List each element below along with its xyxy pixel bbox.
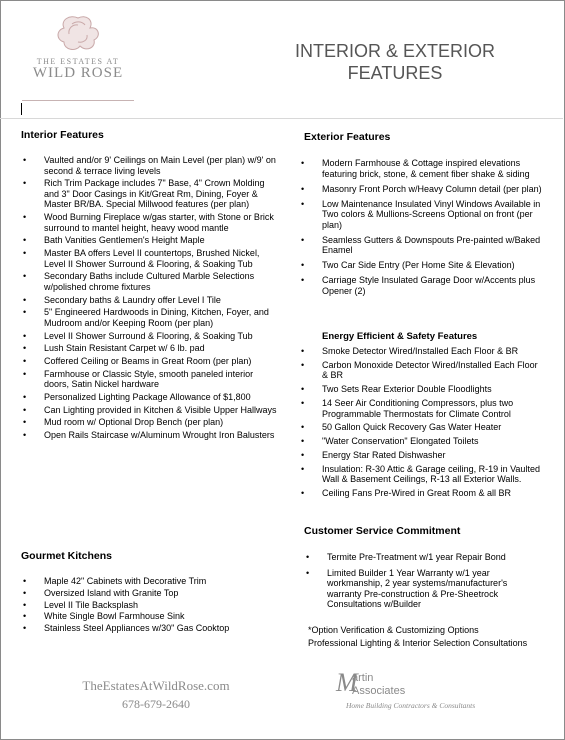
list-item: • Low Maintenance Insulated Vinyl Windows Available in Two colors & Mullions-Screens Optional on front (per plan) <box>299 199 545 231</box>
header-divider <box>0 118 563 119</box>
martin-logo-initial: M <box>336 668 358 697</box>
title-line1: INTERIOR & EXTERIOR <box>294 41 496 61</box>
list-item: • Limited Builder 1 Year Warranty w/1 year workmanship, 2 year systems/manufacturer's warranty Pre-construction & Pre-Sheetrock Consultations w/Builder <box>304 568 544 610</box>
list-item: • Can Lighting provided in Kitchen & Visible Upper Hallways <box>21 405 277 416</box>
list-item: • Level II Tile Backsplash <box>21 600 277 611</box>
list-item: • Two Car Side Entry (Per Home Site & Elevation) <box>299 260 545 271</box>
list-item: • Secondary baths & Laundry offer Level I Tile <box>21 295 277 306</box>
list-item: • Master BA offers Level II countertops, Brushed Nickel, Level II Shower Surround & Flooring, & Soaking Tub <box>21 248 277 269</box>
logo-line2: WILD ROSE <box>32 65 124 81</box>
list-item: • Insulation: R-30 Attic & Garage ceiling, R-19 in Vaulted Wall & Basement Ceilings, R-13 all Exterior Walls. <box>299 464 545 485</box>
list-item: • Lush Stain Resistant Carpet w/ 6 lb. pad <box>21 343 277 354</box>
list-item: • Bath Vanities Gentlemen's Height Maple <box>21 235 277 246</box>
note-line2: Professional Lighting & Interior Selection Consultations <box>308 638 528 648</box>
gourmet-heading: Gourmet Kitchens <box>21 550 113 562</box>
list-item: • Mud room w/ Optional Drop Bench (per plan) <box>21 417 277 428</box>
list-item: • Ceiling Fans Pre-Wired in Great Room & all BR <box>299 488 545 499</box>
service-heading: Customer Service Commitment <box>304 525 461 537</box>
service-list <box>304 552 544 615</box>
list-item: • Carbon Monoxide Detector Wired/Installed Each Floor & BR <box>299 360 545 381</box>
list-item: • Seamless Gutters & Downspouts Pre-painted w/Baked Enamel <box>299 235 545 256</box>
list-item: • Oversized Island with Granite Top <box>21 588 277 599</box>
rose-logo-icon <box>22 10 134 100</box>
energy-list <box>299 346 545 502</box>
logo-divider <box>22 100 134 101</box>
list-item: • Energy Star Rated Dishwasher <box>299 450 545 461</box>
list-item: • Coffered Ceiling or Beams in Great Room (per plan) <box>21 356 277 367</box>
exterior-list <box>299 158 545 301</box>
list-item: • Carriage Style Insulated Garage Door w/Accents plus Opener (2) <box>299 275 545 296</box>
martin-logo-line1: artin <box>352 672 374 684</box>
list-item: • "Water Conservation" Elongated Toilets <box>299 436 545 447</box>
footer-phone: 678-679-2640 <box>122 697 190 711</box>
list-item: • Maple 42" Cabinets with Decorative Trim <box>21 576 277 587</box>
list-item: • Modern Farmhouse & Cottage inspired elevations featuring brick, stone, & cement fiber shake & siding <box>299 158 545 179</box>
logo-line1: THE ESTATES AT <box>36 57 120 66</box>
list-item: • 50 Gallon Quick Recovery Gas Water Heater <box>299 422 545 433</box>
list-item: • White Single Bowl Farmhouse Sink <box>21 611 277 622</box>
page-title <box>270 40 520 84</box>
list-item: • Rich Trim Package includes 7" Base, 4" Crown Molding and 3" Door Casings in Kit/Great Rm, Dining, Foyer & Master BR/BA. Special Millwood features (per plan) <box>21 178 277 210</box>
list-item: • Level II Shower Surround & Flooring, & Soaking Tub <box>21 331 277 342</box>
martin-logo-line2: Associates <box>352 685 406 697</box>
list-item: • 14 Seer Air Conditioning Compressors, plus two Programmable Thermostats for Climate Control <box>299 398 545 419</box>
list-item: • 5" Engineered Hardwoods in Dining, Kitchen, Foyer, and Mudroom and/or Keeping Room (per plan) <box>21 307 277 328</box>
interior-list <box>21 155 277 443</box>
list-item: • Stainless Steel Appliances w/30" Gas Cooktop <box>21 623 277 634</box>
list-item: • Two Sets Rear Exterior Double Floodlights <box>299 384 545 395</box>
interior-heading: Interior Features <box>21 129 104 141</box>
list-item: • Personalized Lighting Package Allowance of $1,800 <box>21 392 277 403</box>
list-item: • Termite Pre-Treatment w/1 year Repair Bond <box>304 552 544 563</box>
energy-heading: Energy Efficient & Safety Features <box>322 331 478 342</box>
note-line1: *Option Verification & Customizing Options <box>308 625 479 635</box>
martin-tagline: Home Building Contractors & Consultants <box>346 701 476 710</box>
list-item: • Masonry Front Porch w/Heavy Column detail (per plan) <box>299 184 545 195</box>
list-item: • Farmhouse or Classic Style, smooth paneled interior doors, Satin Nickel hardware <box>21 369 277 390</box>
footer-website: TheEstatesAtWildRose.com <box>82 678 230 693</box>
list-item: • Secondary Baths include Cultured Marble Selections w/polished chrome fixtures <box>21 271 277 292</box>
list-item: • Wood Burning Fireplace w/gas starter, with Stone or Brick surround to mantel height, heavy wood mantle <box>21 212 277 233</box>
list-item: • Open Rails Staircase w/Aluminum Wrought Iron Balusters <box>21 430 277 441</box>
list-item: • Vaulted and/or 9' Ceilings on Main Level (per plan) w/9' on second & terrace living levels <box>21 155 277 176</box>
gourmet-list <box>21 576 277 635</box>
text-cursor <box>21 103 22 115</box>
exterior-heading: Exterior Features <box>304 131 391 143</box>
list-item: • Smoke Detector Wired/Installed Each Floor & BR <box>299 346 545 357</box>
title-line2: FEATURES <box>347 63 443 83</box>
